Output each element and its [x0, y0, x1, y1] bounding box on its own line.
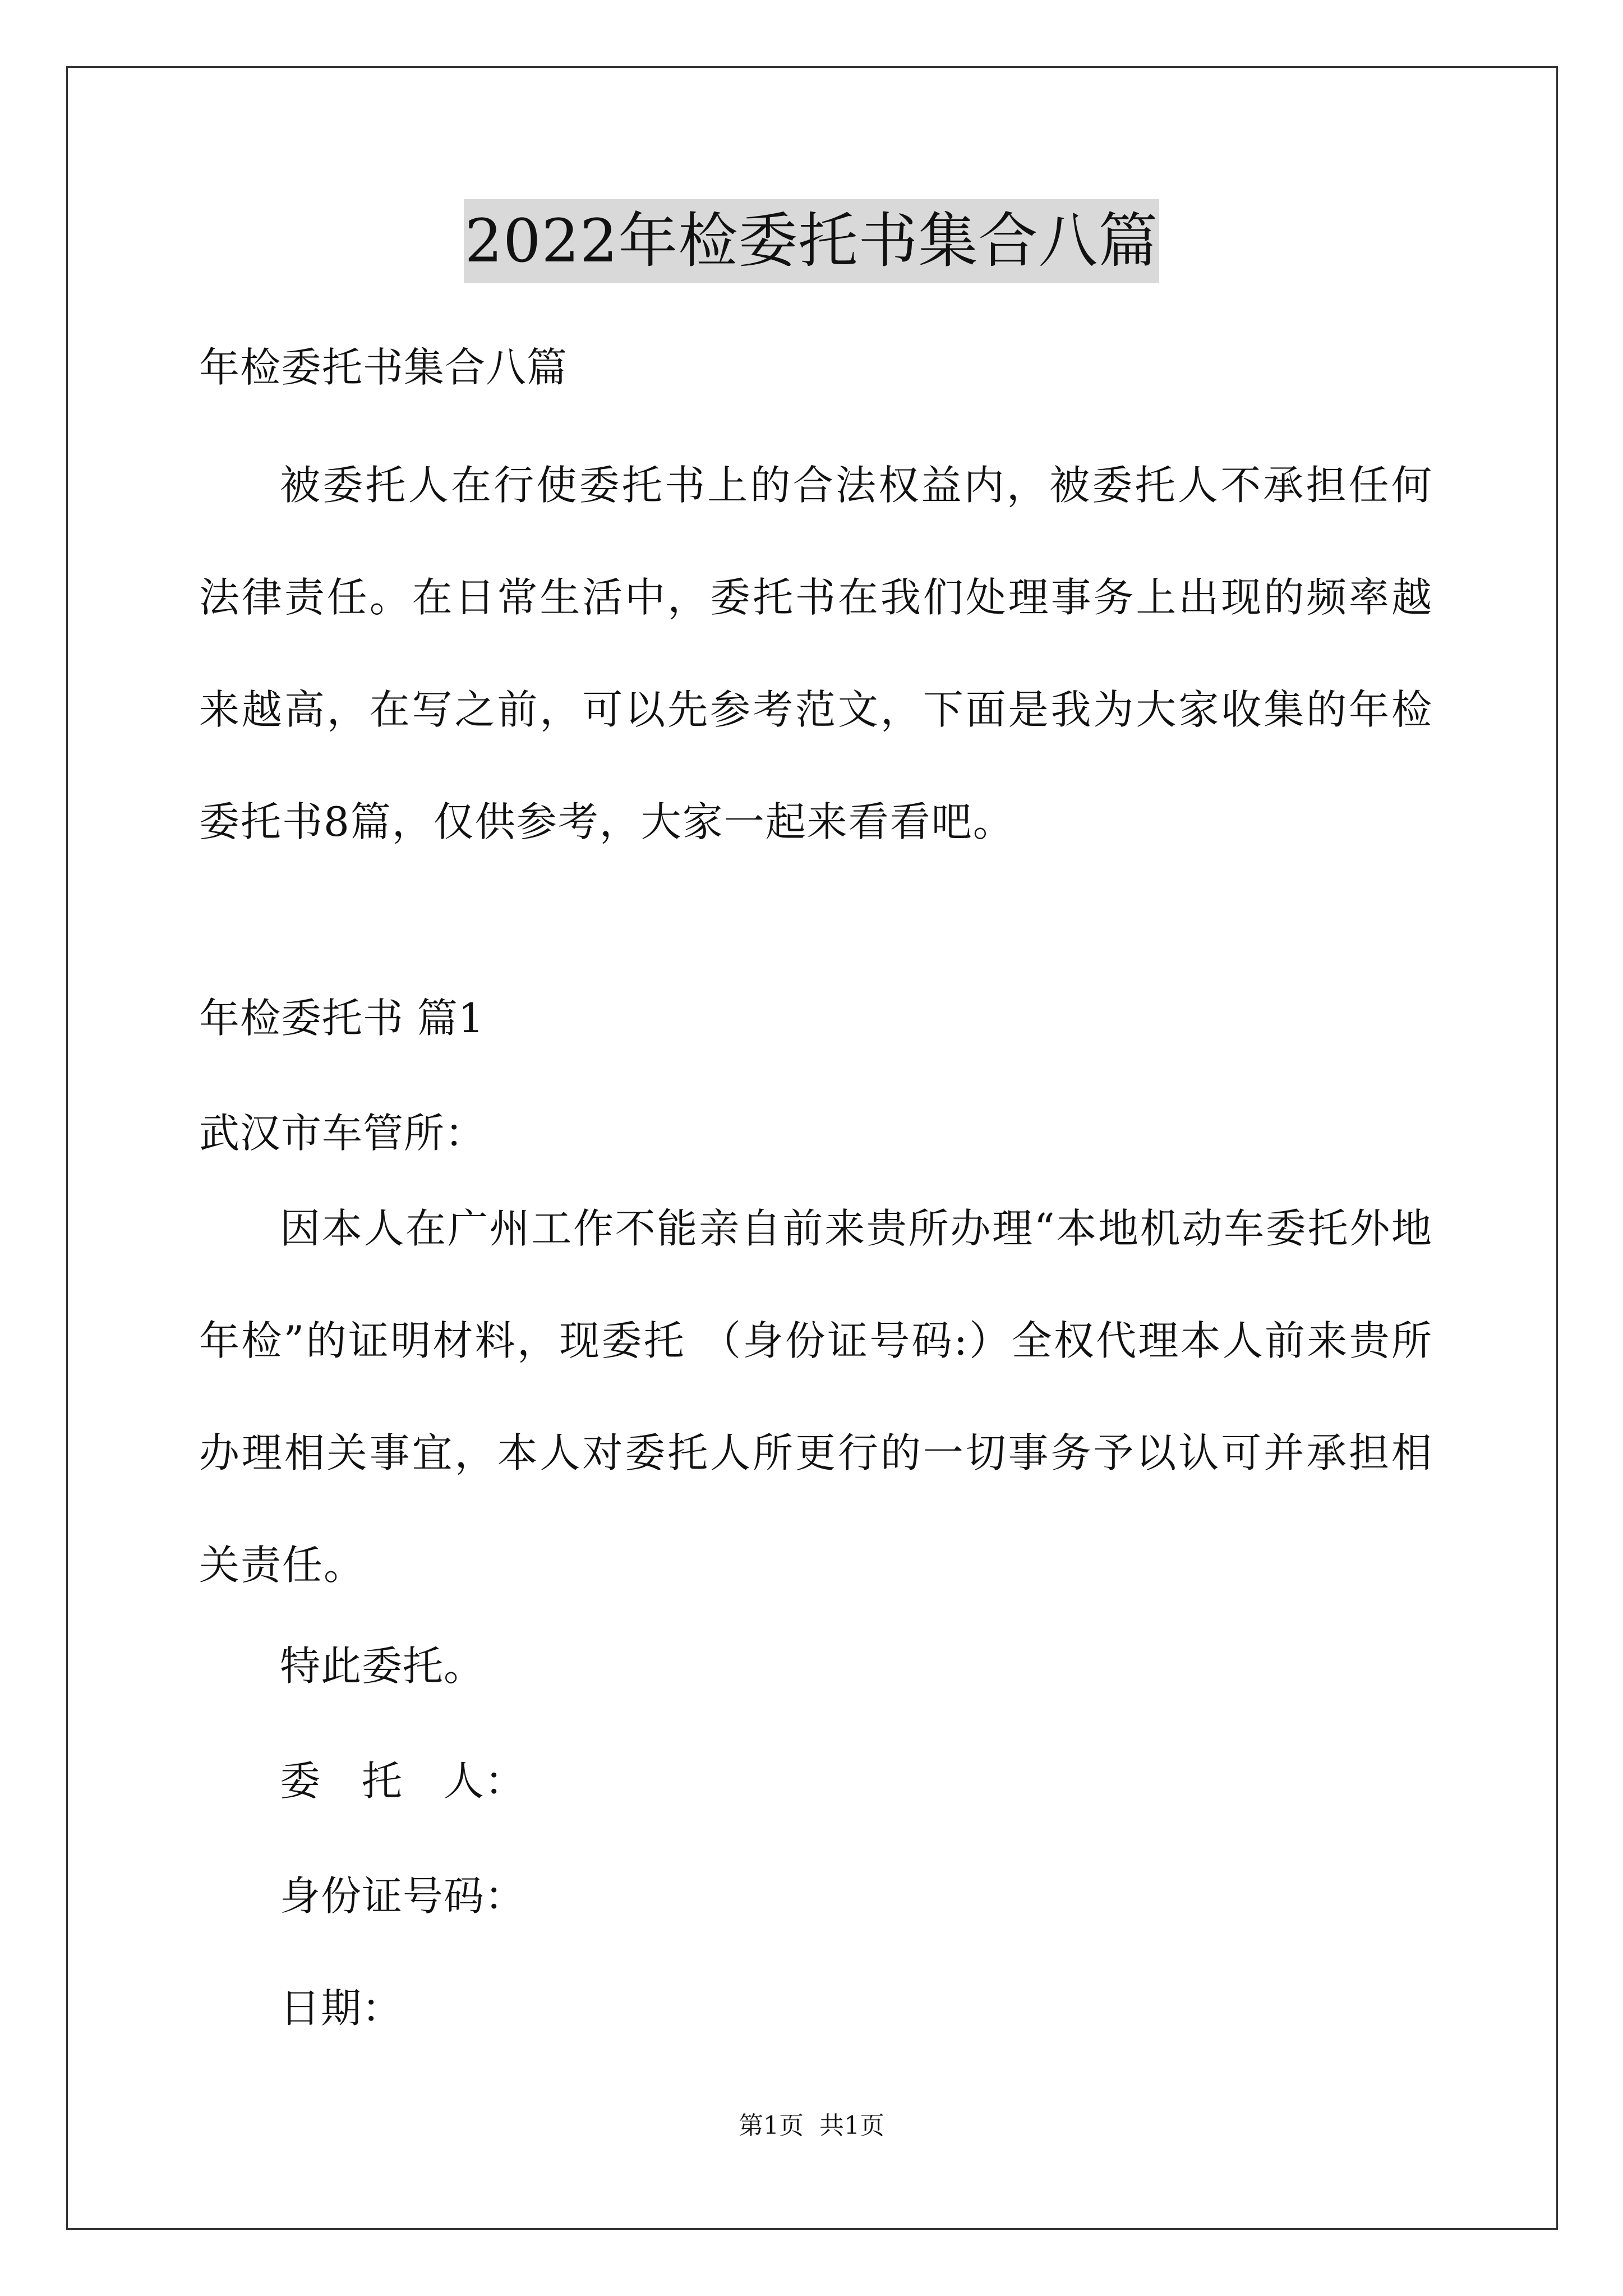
title-container	[0, 199, 1623, 283]
date-label: 日期：	[280, 1985, 403, 2032]
id-number-label: 身份证号码：	[280, 1872, 526, 1920]
intro-paragraph: 被委托人在行使委托书上的合法权益内，被委托人不承担任何法律责任。在日常生活中，委托书在我们处理事务上出现的频率越来越高，在写之前，可以先参考范文，下面是我为大家收集的年检委托书8篇，仅供参考，大家一起来看看吧。	[199, 462, 1433, 845]
section-heading: 年检委托书 篇1	[199, 995, 485, 1042]
document-subtitle: 年检委托书集合八篇	[199, 344, 568, 391]
addressee: 武汉市车管所：	[199, 1110, 486, 1157]
page-number-current: 第1页	[739, 2111, 804, 2140]
body-paragraph: 因本人在广州工作不能亲自前来贵所办理“本地机动车委托外地年检”的证明材料，现委托 （身份证号码:）全权代理本人前来贵所办理相关事宜，本人对委托人所更行的一切事务予以认可并承担相关责任。	[199, 1205, 1433, 1589]
document-title: 2022年检委托书集合八篇	[464, 199, 1160, 283]
client-label: 委 托 人：	[280, 1757, 526, 1805]
page-footer	[0, 2109, 1623, 2143]
closing-line: 特此委托。	[280, 1642, 485, 1690]
page-number-total: 共1页	[819, 2111, 884, 2140]
